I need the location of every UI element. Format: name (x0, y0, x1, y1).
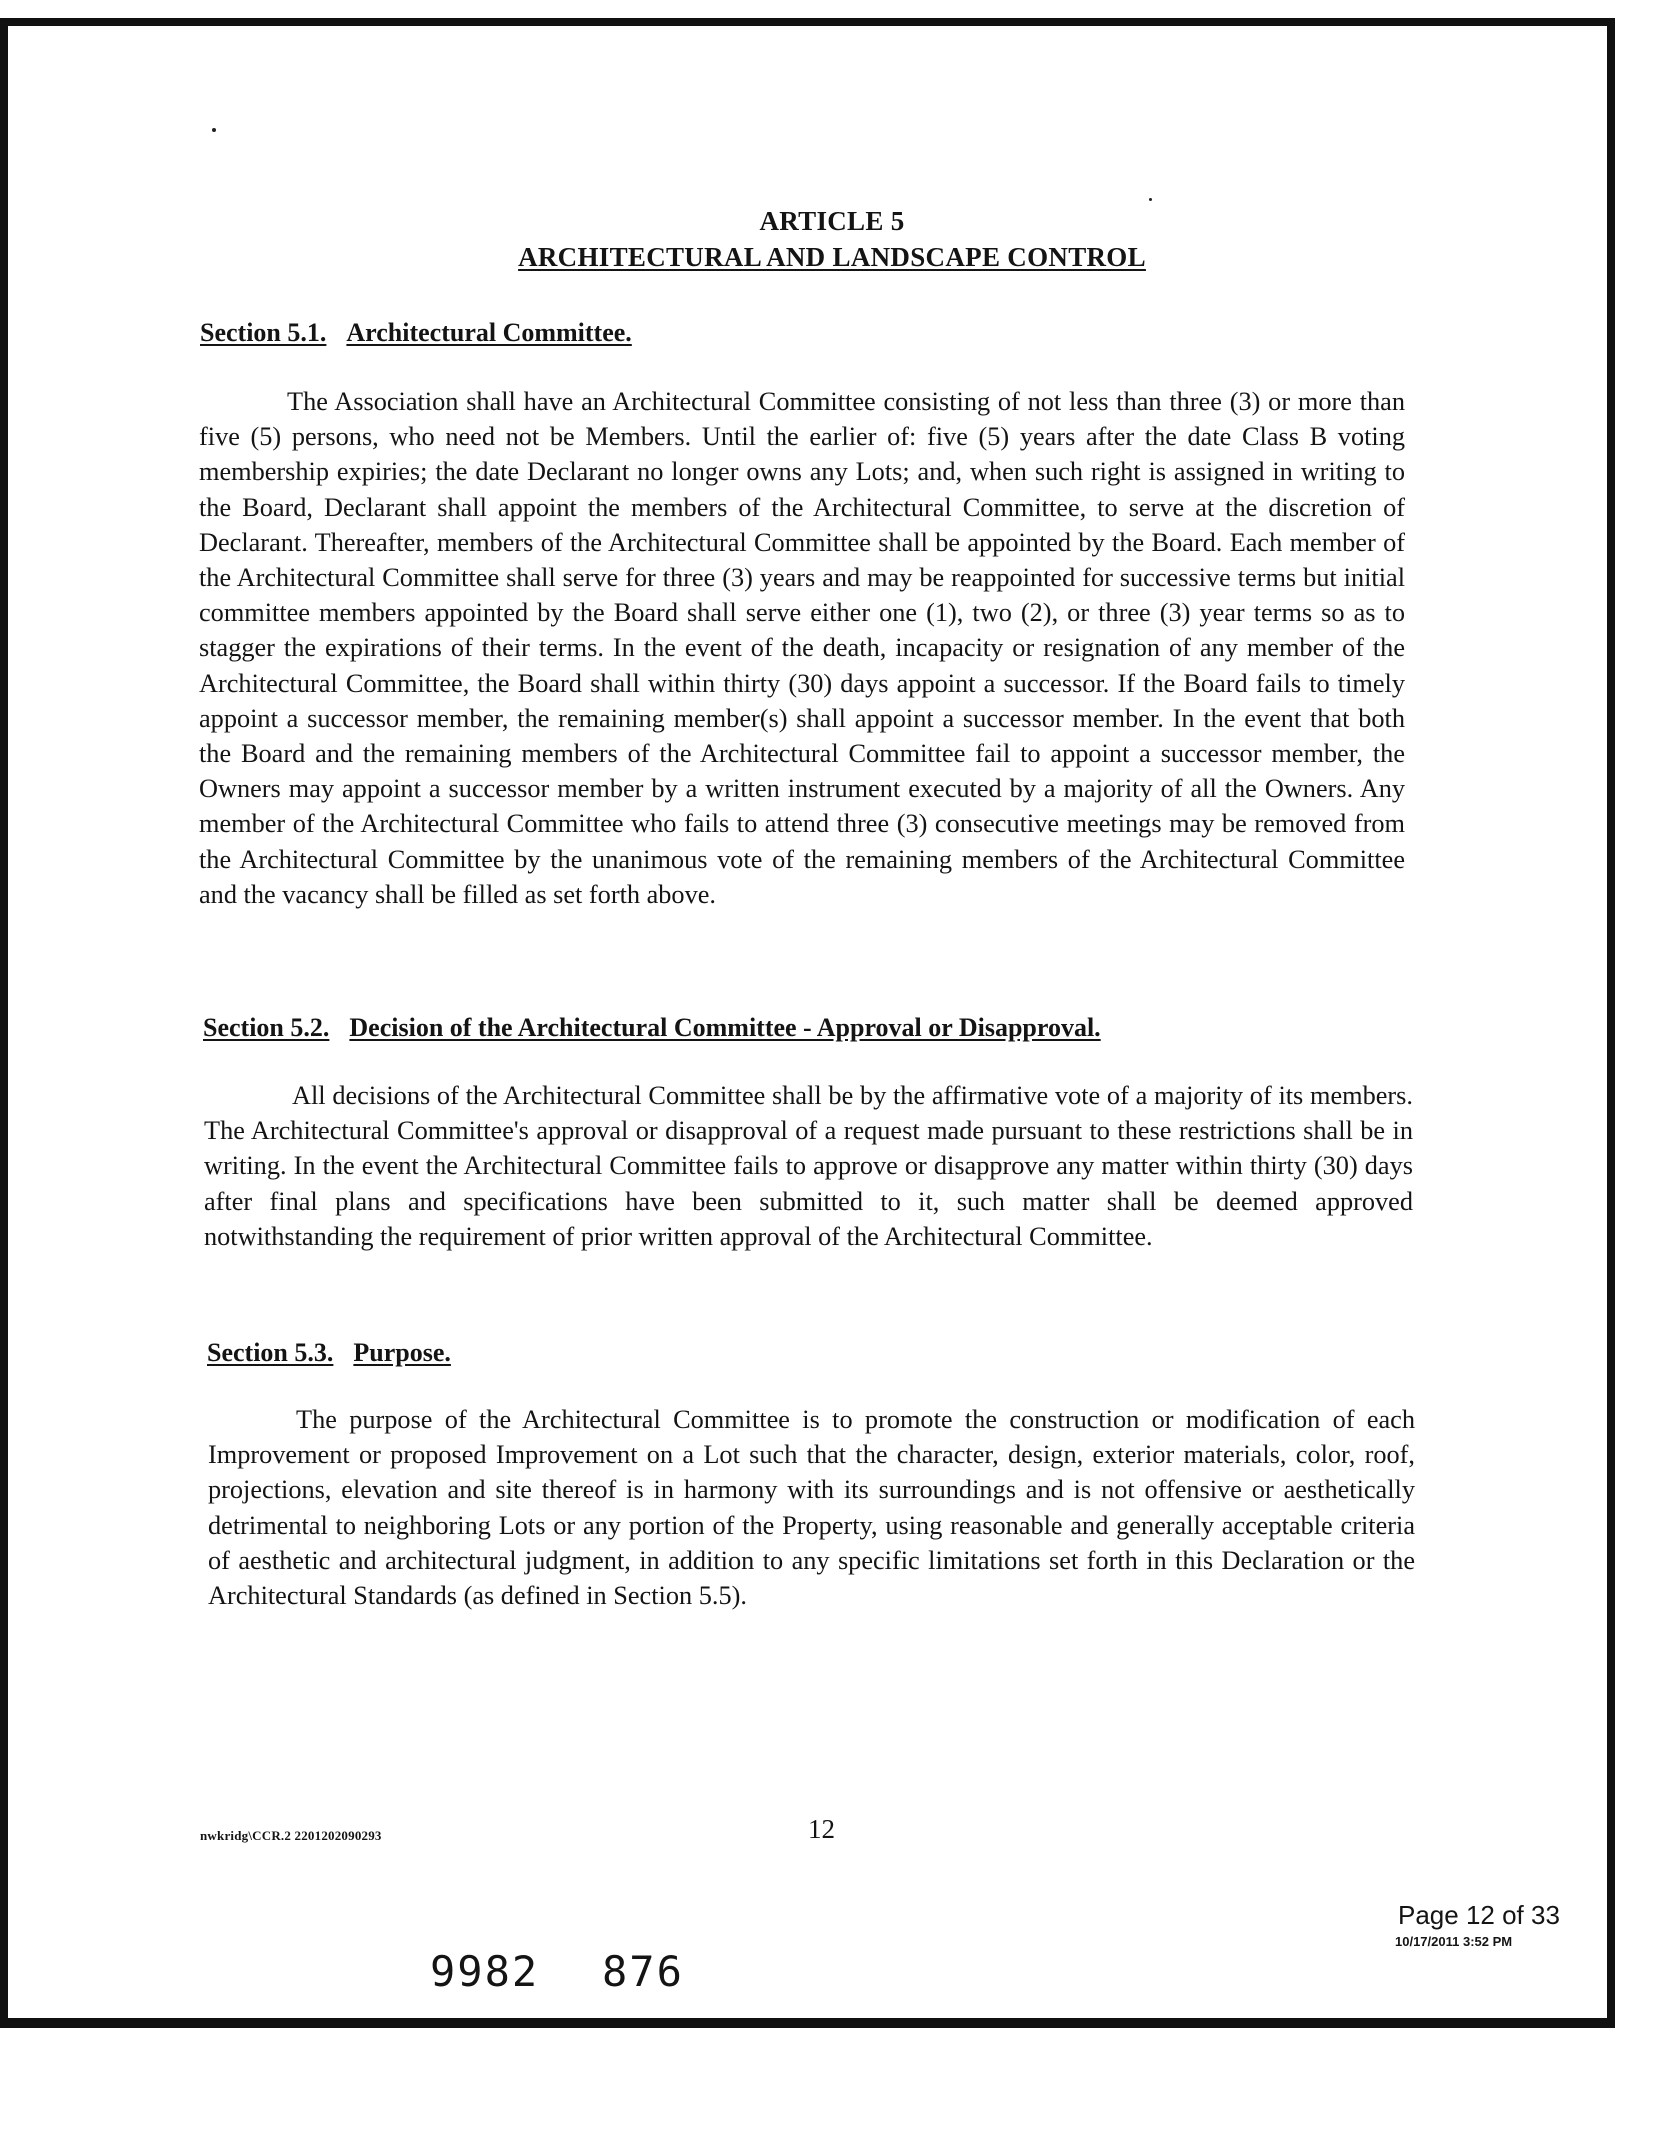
recording-page-number: 876 (602, 1947, 684, 1996)
article-number: ARTICLE 5 (759, 206, 905, 236)
section-number: Section 5.3. (207, 1338, 334, 1367)
article-title (0, 242, 1664, 273)
section-5-1-heading (200, 318, 632, 348)
scan-speck (212, 128, 216, 132)
section-5-3-heading (207, 1338, 451, 1368)
article-title-text: ARCHITECTURAL AND LANDSCAPE CONTROL (518, 242, 1146, 272)
page-count-stamp: Page 12 of 33 (1398, 1900, 1560, 1930)
section-title: Architectural Committee. (346, 318, 632, 347)
scan-speck (1149, 198, 1152, 201)
footer-file-code: nwkridg\CCR.2 2201202090293 (200, 1828, 382, 1843)
section-number: Section 5.1. (200, 318, 327, 347)
section-5-1-body: The Association shall have an Architectural Committee consisting of not less than three (3) or more than five (5) persons, who need not be Members. Until the earlier of: five (5) years after the date Class B voting membership expiries; the date Declarant no longer owns any Lots; and, when such right is assigned in writing to the Board, Declarant shall appoint the members of the Architectural Committee, to serve at the discretion of Declarant. Thereafter, members of the Architectural Committee shall be appointed by the Board. Each member of the Architectural Committee shall serve for three (3) years and may be reappointed for successive terms but initial committee members appointed by the Board shall serve either one (1), two (2), or three (3) year terms so as to stagger the expirations of their terms. In the event of the death, incapacity or resignation of any member of the Architectural Committee, the Board shall within thirty (30) days appoint a successor. If the Board fails to timely appoint a successor member, the remaining member(s) shall appoint a successor member. In the event that both the Board and the remaining members of the Architectural Committee fail to appoint a successor member, the Owners may appoint a successor member by a written instrument executed by a majority of all the Owners. Any member of the Architectural Committee who fails to attend three (3) consecutive meetings may be removed from the Architectural Committee by the unanimous vote of the remaining members of the Architectural Committee and the vacancy shall be filled as set forth above. (199, 387, 1405, 909)
section-5-3-body: The purpose of the Architectural Committee is to promote the construction or modification of each Improvement or proposed Improvement on a Lot such that the character, design, exterior materials, color, roof, projections, elevation and site thereof is in harmony with its surroundings and is not offensive or aesthetically detrimental to neighboring Lots or any portion of the Property, using reasonable and generally acceptable criteria of aesthetic and architectural judgment, in addition to any specific limitations set forth in this Declaration or the Architectural Standards (as defined in Section 5.5). (208, 1405, 1415, 1611)
recording-book-number: 9982 (430, 1947, 540, 1996)
section-5-2-body: All decisions of the Architectural Committee shall be by the affirmative vote of a majority of its members. The Architectural Committee's approval or disapproval of a request made pursuant to these restrictions shall be in writing. In the event the Architectural Committee fails to approve or disapprove any matter within thirty (30) days after final plans and specifications have been submitted to it, such matter shall be deemed approved notwithstanding the requirement of prior written approval of the Architectural Committee. (204, 1081, 1413, 1251)
page-number: 12 (808, 1814, 835, 1844)
section-5-2-heading (203, 1013, 1101, 1043)
section-title: Purpose. (353, 1338, 451, 1367)
fax-timestamp: 10/17/2011 3:52 PM (1395, 1934, 1513, 1949)
section-number: Section 5.2. (203, 1013, 330, 1042)
section-title: Decision of the Architectural Committee - Approval or Disapproval. (349, 1013, 1101, 1042)
